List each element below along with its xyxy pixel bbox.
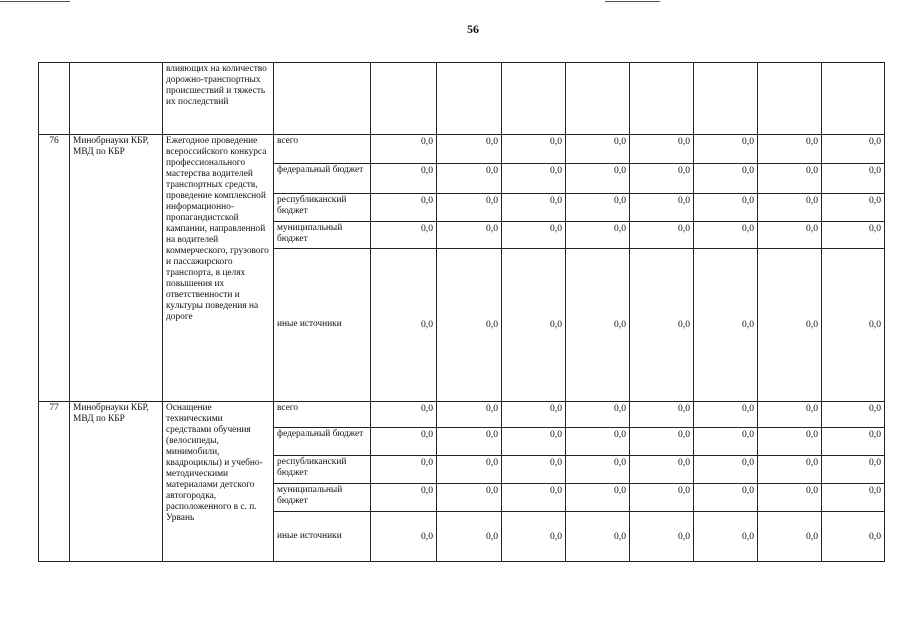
value-cell: 0,0: [437, 456, 502, 484]
funding-source-cell: федеральный бюджет: [274, 164, 371, 194]
value-cell: 0,0: [437, 194, 502, 222]
row-index: 76: [39, 135, 70, 402]
value-cell: 0,0: [822, 402, 885, 428]
value-cell: 0,0: [630, 402, 694, 428]
value-cell: 0,0: [630, 456, 694, 484]
table-row: [39, 402, 885, 428]
value-cell: 0,0: [566, 222, 630, 249]
value-cell: 0,0: [822, 164, 885, 194]
value-cell: 0,0: [502, 456, 566, 484]
value-cell: 0,0: [371, 194, 437, 222]
source-cell: [274, 63, 371, 135]
value-cell: 0,0: [822, 222, 885, 249]
value-cell: 0,0: [694, 456, 758, 484]
value-cell: 0,0: [502, 512, 566, 562]
value-cell: 0,0: [630, 164, 694, 194]
value-cell: 0,0: [437, 164, 502, 194]
value-cell: 0,0: [630, 135, 694, 164]
value-cell: 0,0: [371, 164, 437, 194]
value-cell: 0,0: [822, 249, 885, 402]
value-cell: 0,0: [566, 135, 630, 164]
event-cell: Ежегодное проведение всероссийского конкурса профессионального мастерства водителей транспортных средств, проведение комплексной информационно-пропагандистской кампании, направленной на водителей коммерческого, грузового и пассажирского транспорта, в целях повышения их ответственности и культуры поведения на дороге: [163, 135, 274, 402]
value-cell: 0,0: [502, 222, 566, 249]
funding-source-cell: федеральный бюджет: [274, 428, 371, 456]
index-cell: [39, 63, 70, 135]
value-cell: 0,0: [822, 512, 885, 562]
value-cell: 0,0: [630, 428, 694, 456]
value-cell: 0,0: [694, 194, 758, 222]
value-cell: 0,0: [822, 135, 885, 164]
value-cell: 0,0: [630, 194, 694, 222]
value-cell: 0,0: [566, 164, 630, 194]
value-cell: 0,0: [694, 222, 758, 249]
value-cell: 0,0: [758, 164, 822, 194]
value-cell: 0,0: [758, 512, 822, 562]
value-cell: [822, 63, 885, 135]
value-cell: [630, 63, 694, 135]
value-cell: 0,0: [437, 484, 502, 512]
value-cell: 0,0: [371, 222, 437, 249]
value-cell: [371, 63, 437, 135]
value-cell: 0,0: [502, 428, 566, 456]
funding-source-cell: всего: [274, 135, 371, 164]
value-cell: 0,0: [822, 194, 885, 222]
funding-source-cell: республиканский бюджет: [274, 194, 371, 222]
executor-cell: [70, 63, 163, 135]
page-number: 56: [467, 22, 479, 36]
table-body: [39, 63, 885, 562]
value-cell: 0,0: [566, 249, 630, 402]
value-cell: 0,0: [566, 402, 630, 428]
value-cell: 0,0: [371, 512, 437, 562]
value-cell: 0,0: [694, 249, 758, 402]
value-cell: 0,0: [694, 428, 758, 456]
value-cell: 0,0: [694, 135, 758, 164]
value-cell: 0,0: [758, 135, 822, 164]
value-cell: [758, 63, 822, 135]
value-cell: 0,0: [694, 402, 758, 428]
value-cell: [694, 63, 758, 135]
executor-cell: Минобрнауки КБР, МВД по КБР: [70, 402, 163, 562]
event-cell: влияющих на количество дорожно-транспортных происшествий и тяжесть их последствий: [163, 63, 274, 135]
value-cell: 0,0: [758, 222, 822, 249]
value-cell: 0,0: [758, 194, 822, 222]
row-index: 77: [39, 402, 70, 562]
value-cell: 0,0: [437, 402, 502, 428]
value-cell: 0,0: [630, 249, 694, 402]
scan-artifact-line: [605, 1, 660, 2]
value-cell: 0,0: [694, 484, 758, 512]
value-cell: 0,0: [437, 222, 502, 249]
funding-source-cell: всего: [274, 402, 371, 428]
value-cell: 0,0: [630, 512, 694, 562]
table-row: [39, 135, 885, 164]
value-cell: 0,0: [822, 484, 885, 512]
funding-source-cell: иные источники: [274, 512, 371, 562]
value-cell: 0,0: [371, 484, 437, 512]
value-cell: 0,0: [371, 135, 437, 164]
value-cell: 0,0: [566, 484, 630, 512]
value-cell: 0,0: [566, 428, 630, 456]
value-cell: 0,0: [371, 402, 437, 428]
value-cell: 0,0: [630, 222, 694, 249]
funding-source-cell: муниципальный бюджет: [274, 222, 371, 249]
value-cell: 0,0: [502, 484, 566, 512]
executor-cell: Минобрнауки КБР, МВД по КБР: [70, 135, 163, 402]
value-cell: 0,0: [502, 249, 566, 402]
value-cell: [437, 63, 502, 135]
value-cell: 0,0: [758, 402, 822, 428]
value-cell: 0,0: [502, 164, 566, 194]
value-cell: 0,0: [694, 512, 758, 562]
value-cell: 0,0: [566, 512, 630, 562]
value-cell: 0,0: [566, 194, 630, 222]
value-cell: 0,0: [437, 512, 502, 562]
funding-source-cell: муниципальный бюджет: [274, 484, 371, 512]
value-cell: [566, 63, 630, 135]
value-cell: 0,0: [758, 456, 822, 484]
value-cell: 0,0: [371, 249, 437, 402]
value-cell: 0,0: [502, 194, 566, 222]
value-cell: 0,0: [822, 428, 885, 456]
value-cell: 0,0: [758, 428, 822, 456]
value-cell: 0,0: [566, 456, 630, 484]
funding-source-cell: республиканский бюджет: [274, 456, 371, 484]
value-cell: 0,0: [630, 484, 694, 512]
scan-artifact-line: [0, 1, 70, 2]
value-cell: 0,0: [437, 428, 502, 456]
table-row-continued: [39, 63, 885, 135]
value-cell: 0,0: [694, 164, 758, 194]
value-cell: 0,0: [371, 456, 437, 484]
value-cell: 0,0: [758, 484, 822, 512]
value-cell: 0,0: [502, 135, 566, 164]
budget-table: [38, 62, 885, 562]
value-cell: 0,0: [437, 249, 502, 402]
value-cell: 0,0: [371, 428, 437, 456]
value-cell: 0,0: [502, 402, 566, 428]
funding-source-cell: иные источники: [274, 249, 371, 402]
value-cell: [502, 63, 566, 135]
event-cell: Оснащение техническими средствами обучения (велосипеды, минимобили, квадроциклы) и учебно-методическими материалами детского автогородка, расположенного в с. п. Урвань: [163, 402, 274, 562]
value-cell: 0,0: [822, 456, 885, 484]
value-cell: 0,0: [437, 135, 502, 164]
value-cell: 0,0: [758, 249, 822, 402]
